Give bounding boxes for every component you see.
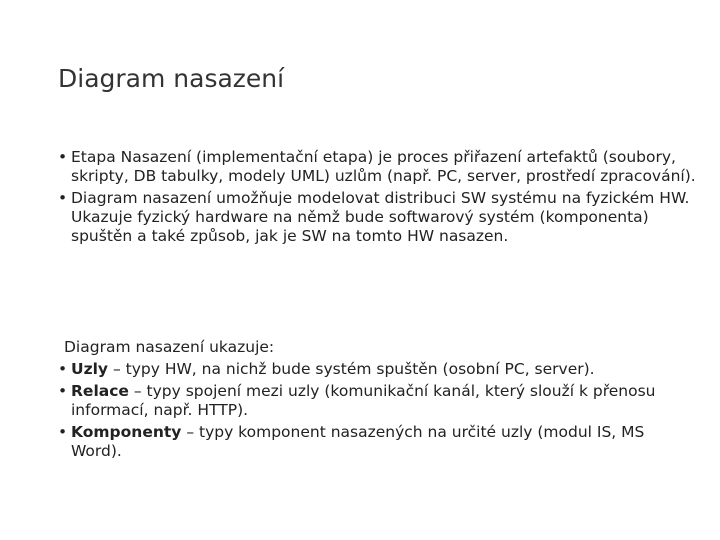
intro-bullet-item xyxy=(58,148,698,186)
intro-bullet-text: Etapa Nasazení (implementační etapa) je proces přiřazení artefaktů (soubory, skripty, DB tabulky, modely UML) uzlům (např. PC, server, prostředí zpracování). xyxy=(71,148,696,185)
term-label: Komponenty xyxy=(71,423,182,441)
term-label: Uzly xyxy=(71,360,109,378)
shows-bullet-item xyxy=(58,382,698,420)
intro-bullet-item xyxy=(58,189,698,246)
intro-bullet-list xyxy=(58,148,698,249)
bullet-dot-icon: • xyxy=(58,189,68,207)
shows-bullet-item xyxy=(58,423,698,461)
bullet-dot-icon: • xyxy=(58,148,68,166)
term-description: – typy komponent nasazených na určité uzly (modul IS, MS Word). xyxy=(71,423,645,460)
bullet-dot-icon: • xyxy=(58,382,68,400)
shows-bullet-item xyxy=(58,360,698,379)
bullet-dot-icon: • xyxy=(58,360,68,378)
term-label: Relace xyxy=(71,382,129,400)
shows-section-list xyxy=(58,338,698,464)
term-description: – typy HW, na nichž bude systém spuštěn (osobní PC, server). xyxy=(108,360,595,378)
bullet-dot-icon: • xyxy=(58,423,68,441)
slide-title: Diagram nasazení xyxy=(58,64,285,93)
term-description: – typy spojení mezi uzly (komunikační kanál, který slouží k přenosu informací, např. HTTP). xyxy=(71,382,656,419)
intro-bullet-text: Diagram nasazení umožňuje modelovat distribuci SW systému na fyzickém HW. Ukazuje fyzický hardware na němž bude softwarový systém (komponenta) spuštěn a také způsob, jak je SW na tomto HW nasazen. xyxy=(71,189,690,245)
section-heading: Diagram nasazení ukazuje: xyxy=(64,338,275,356)
